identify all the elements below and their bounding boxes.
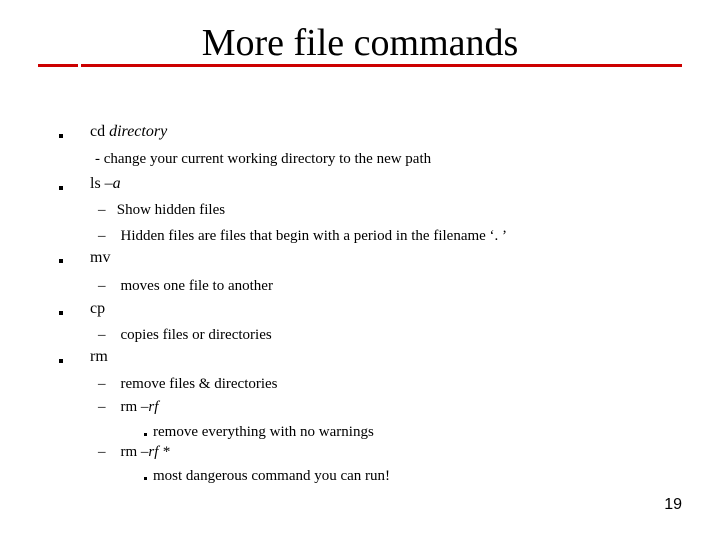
- dash-marker: –: [98, 228, 106, 244]
- ls-command-line: [90, 175, 121, 193]
- cd-command: cd: [90, 123, 106, 140]
- rm-sub-3-cmd: rm: [120, 444, 138, 460]
- mv-command: mv: [90, 249, 111, 266]
- rm-sub-2: [98, 398, 158, 416]
- cd-command-line: [90, 123, 167, 141]
- cd-description: - change your current working directory to the new path: [95, 151, 432, 167]
- bullet-rm-sub-3-note: [144, 477, 147, 480]
- dash-marker: –: [98, 399, 106, 415]
- cd-arg: directory: [109, 123, 168, 140]
- bullet-cp: [59, 311, 63, 315]
- rm-sub-2-note: remove everything with no warnings: [153, 424, 374, 440]
- ls-sub-1: [98, 201, 225, 219]
- rm-sub-2-arg: –rf: [140, 399, 159, 415]
- ls-arg: –a: [104, 175, 121, 192]
- dash-marker: –: [98, 376, 106, 392]
- rm-sub-1: [98, 375, 278, 393]
- dash-marker: –: [98, 278, 106, 294]
- ls-sub-1-text: Show hidden files: [116, 202, 226, 218]
- dash-marker: –: [98, 327, 106, 343]
- dash-marker: –: [98, 444, 106, 460]
- rm-command: rm: [90, 348, 108, 365]
- bullet-mv: [59, 259, 63, 263]
- ls-sub-2: [98, 227, 507, 245]
- slide-title: More file commands: [201, 22, 519, 64]
- cp-command: cp: [90, 300, 106, 317]
- ls-sub-2-text: Hidden files are files that begin with a period in the filename ‘. ’: [120, 228, 508, 244]
- title-underline-notch: [78, 64, 81, 67]
- bullet-rm: [59, 359, 63, 363]
- cp-sub-1-text: copies files or directories: [120, 327, 272, 343]
- ls-command: ls: [90, 175, 101, 192]
- mv-sub-1: [98, 277, 273, 295]
- title-underline: [38, 64, 682, 67]
- slide-number: 19: [664, 496, 682, 513]
- rm-sub-3-arg: –rf *: [140, 444, 170, 460]
- bullet-ls: [59, 186, 63, 190]
- bullet-cd: [59, 134, 63, 138]
- rm-sub-3: [98, 443, 170, 461]
- cp-sub-1: [98, 326, 272, 344]
- rm-sub-1-text: remove files & directories: [120, 376, 278, 392]
- mv-sub-1-text: moves one file to another: [120, 278, 273, 294]
- rm-sub-3-note: most dangerous command you can run!: [153, 468, 391, 484]
- rm-sub-2-cmd: rm: [120, 399, 138, 415]
- bullet-rm-sub-2-note: [144, 433, 147, 436]
- dash-marker: –: [98, 202, 106, 218]
